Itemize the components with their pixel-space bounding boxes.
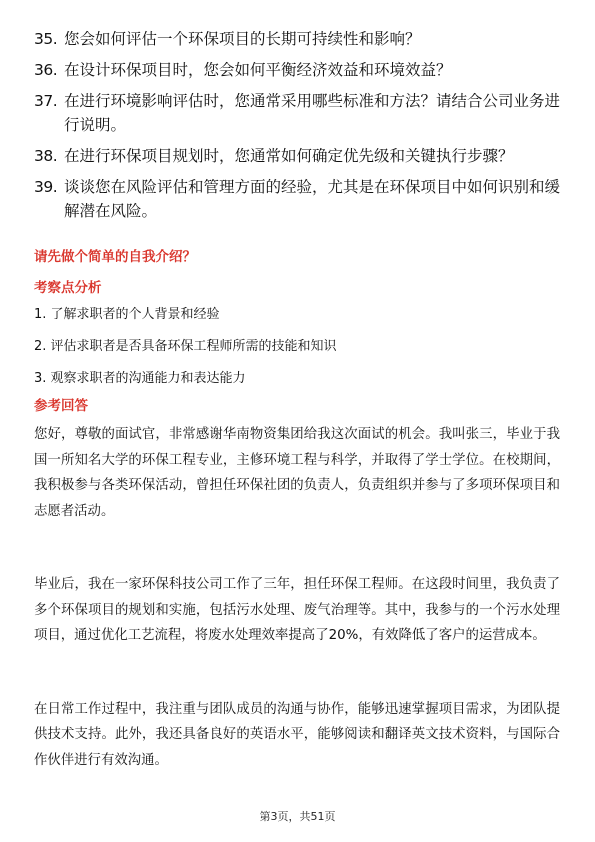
interview-question-title: 请先做个简单的自我介绍？: [34, 249, 196, 265]
question-item: [34, 89, 564, 137]
question-number: 37.: [34, 92, 58, 110]
question-text: 谈谈您在风险评估和管理方面的经验，尤其是在环保项目中如何识别和缓解潜在风险。: [64, 178, 561, 220]
answer-paragraph: 毕业后，我在一家环保科技公司工作了三年，担任环保工程师。在这段时间里，我负责了多个环保项目的规划和实施，包括污水处理、废气治理等。其中，我参与的一个污水处理项目，通过优化工艺流程，将废水处理效率提高了20%，有效降低了客户的运营成本。: [34, 577, 560, 643]
question-text: 在设计环保项目时，您会如何平衡经济效益和环境效益？: [64, 61, 452, 79]
answer-body: [34, 422, 560, 821]
question-text: 您会如何评估一个环保项目的长期可持续性和影响？: [64, 30, 421, 48]
analysis-point: 3. 观察求职者的沟通能力和表达能力: [34, 371, 246, 386]
question-number: 38.: [34, 147, 58, 165]
question-text: 在进行环境影响评估时，您通常采用哪些标准和方法？请结合公司业务进行说明。: [64, 92, 561, 134]
analysis-point: 2. 评估求职者是否具备环保工程师所需的技能和知识: [34, 339, 337, 354]
question-item: [34, 27, 564, 51]
analysis-title: 考察点分析: [34, 280, 102, 296]
answer-paragraph: 在日常工作过程中，我注重与团队成员的沟通与协作，能够迅速掌握项目需求，为团队提供技术支持。此外，我还具备良好的英语水平，能够阅读和翻译英文技术资料，与国际合作伙伴进行有效沟通。: [34, 701, 560, 768]
question-list: [34, 27, 564, 230]
analysis-points: [34, 305, 564, 401]
question-number: 39.: [34, 178, 58, 196]
question-text: 在进行环保项目规划时，您通常如何确定优先级和关键执行步骤？: [64, 147, 514, 165]
question-item: [34, 144, 564, 168]
answer-title: 参考回答: [34, 398, 88, 414]
question-number: 36.: [34, 61, 58, 79]
page-number: 第3页，共51页: [259, 810, 336, 823]
answer-paragraph: 您好，尊敬的面试官，非常感谢华南物资集团给我这次面试的机会。我叫张三，毕业于我国一所知名大学的环保工程专业，主修环境工程与科学，并取得了学士学位。在校期间，我积极参与各类环保活动，曾担任环保社团的负责人，负责组织并参与了多项环保项目和志愿者活动。: [34, 427, 560, 519]
analysis-point: 1. 了解求职者的个人背景和经验: [34, 307, 220, 322]
question-item: [34, 175, 564, 223]
question-item: [34, 58, 564, 82]
question-number: 35.: [34, 30, 58, 48]
